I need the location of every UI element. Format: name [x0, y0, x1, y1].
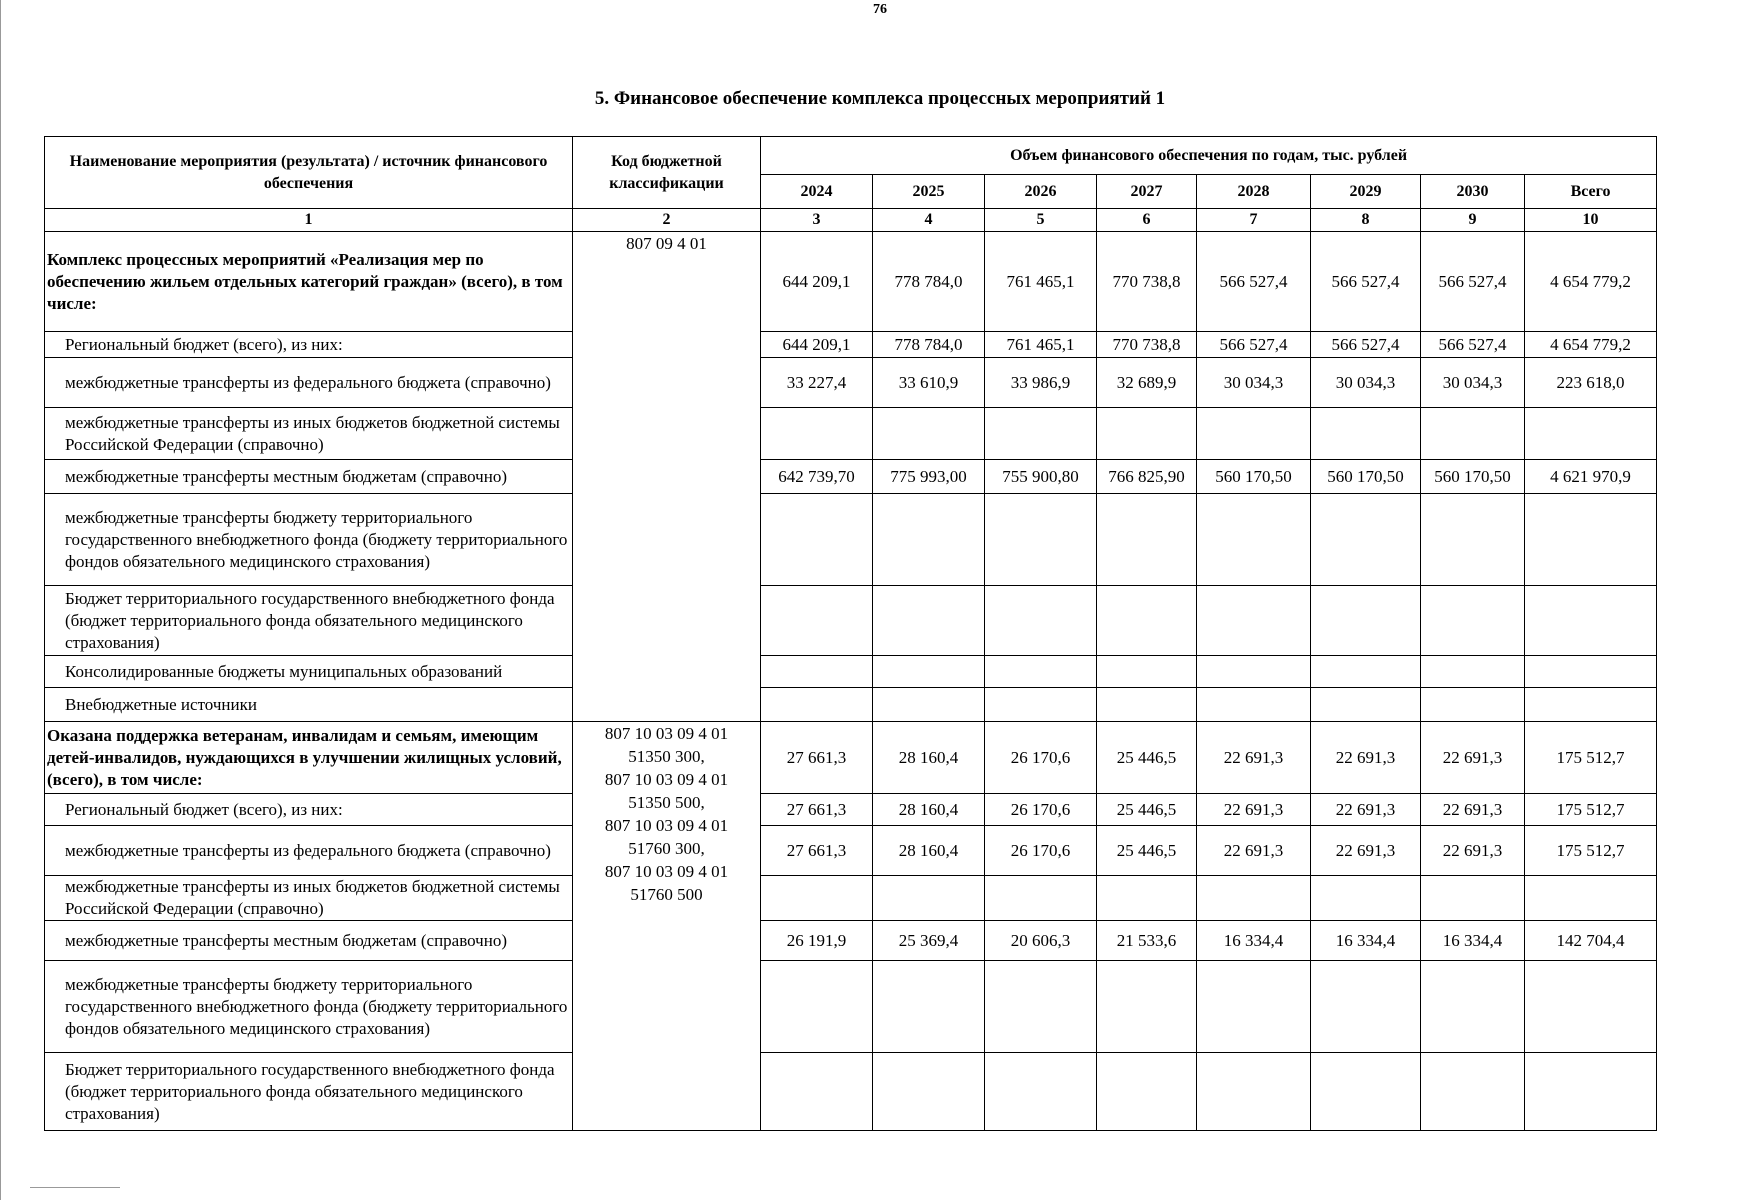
year-value-cell [1311, 1053, 1421, 1131]
scan-artifact [0, 0, 1, 1200]
total-value-cell [1525, 961, 1657, 1053]
year-value-cell [1311, 586, 1421, 656]
year-value-cell: 33 227,4 [761, 358, 873, 408]
table-row [45, 722, 1657, 794]
year-value-cell: 16 334,4 [1311, 921, 1421, 961]
year-value-cell: 21 533,6 [1097, 921, 1197, 961]
year-value-cell [761, 688, 873, 722]
funding-source-cell: межбюджетные трансферты из федерального бюджета (справочно) [45, 358, 573, 408]
event-name-cell: Комплекс процессных мероприятий «Реализация мер по обеспечению жильем отдельных категорий граждан» (всего), в том числе: [45, 232, 573, 332]
year-value-cell: 644 209,1 [761, 232, 873, 332]
scan-artifact [30, 1187, 120, 1188]
budget-code-cell [573, 232, 761, 722]
year-value-cell: 25 446,5 [1097, 826, 1197, 876]
year-value-cell: 644 209,1 [761, 332, 873, 358]
budget-code-line: 807 10 03 09 4 01 [604, 770, 729, 789]
column-number: 4 [873, 209, 985, 232]
year-value-cell [873, 408, 985, 460]
total-value-cell: 175 512,7 [1525, 722, 1657, 794]
year-value-cell [1097, 586, 1197, 656]
header-year: 2025 [873, 175, 985, 209]
year-value-cell: 26 170,6 [985, 826, 1097, 876]
year-value-cell [985, 961, 1097, 1053]
financing-table [44, 136, 1657, 1131]
header-total: Всего [1525, 175, 1657, 209]
year-value-cell [1421, 688, 1525, 722]
table-row [45, 460, 1657, 494]
year-value-cell [1197, 656, 1311, 688]
year-value-cell: 32 689,9 [1097, 358, 1197, 408]
year-value-cell: 26 191,9 [761, 921, 873, 961]
year-value-cell: 30 034,3 [1421, 358, 1525, 408]
table-row [45, 232, 1657, 332]
year-value-cell [1311, 656, 1421, 688]
year-value-cell [1197, 688, 1311, 722]
year-value-cell: 27 661,3 [761, 826, 873, 876]
year-value-cell [985, 586, 1097, 656]
total-value-cell: 223 618,0 [1525, 358, 1657, 408]
year-value-cell: 642 739,70 [761, 460, 873, 494]
year-value-cell [1197, 494, 1311, 586]
budget-code-line: 807 10 03 09 4 01 [604, 862, 729, 881]
year-value-cell [1421, 586, 1525, 656]
year-value-cell [985, 876, 1097, 921]
table-row [45, 876, 1657, 921]
budget-code-cell [573, 722, 761, 1131]
year-value-cell: 22 691,3 [1311, 826, 1421, 876]
total-value-cell [1525, 586, 1657, 656]
table-row [45, 826, 1657, 876]
table-row [45, 921, 1657, 961]
year-value-cell [761, 1053, 873, 1131]
total-value-cell [1525, 688, 1657, 722]
year-value-cell: 28 160,4 [873, 826, 985, 876]
year-value-cell [1311, 961, 1421, 1053]
document-title: 5. Финансовое обеспечение комплекса процессных мероприятий 1 [594, 88, 1166, 109]
year-value-cell [761, 494, 873, 586]
table-row [45, 961, 1657, 1053]
year-value-cell: 20 606,3 [985, 921, 1097, 961]
funding-source-cell: Региональный бюджет (всего), из них: [45, 332, 573, 358]
column-number: 6 [1097, 209, 1197, 232]
total-value-cell: 142 704,4 [1525, 921, 1657, 961]
year-value-cell [873, 586, 985, 656]
column-number: 8 [1311, 209, 1421, 232]
year-value-cell: 26 170,6 [985, 794, 1097, 826]
year-value-cell [985, 1053, 1097, 1131]
year-value-cell [1421, 494, 1525, 586]
funding-source-cell: Внебюджетные источники [45, 688, 573, 722]
table-row [45, 1053, 1657, 1131]
year-value-cell [1311, 688, 1421, 722]
year-value-cell [761, 961, 873, 1053]
table-row [45, 794, 1657, 826]
year-value-cell [985, 656, 1097, 688]
table-row [45, 656, 1657, 688]
total-value-cell: 4 621 970,9 [1525, 460, 1657, 494]
year-value-cell: 566 527,4 [1421, 232, 1525, 332]
year-value-cell [1421, 961, 1525, 1053]
funding-source-cell: межбюджетные трансферты бюджету территориального государственного внебюджетного фонда (бюджету территориального фондов обязательного медицинского страхования) [45, 961, 573, 1053]
year-value-cell: 22 691,3 [1197, 826, 1311, 876]
header-name: Наименование мероприятия (результата) / источник финансового обеспечения [45, 137, 573, 209]
funding-source-cell: Консолидированные бюджеты муниципальных образований [45, 656, 573, 688]
column-number: 3 [761, 209, 873, 232]
year-value-cell [1197, 1053, 1311, 1131]
funding-source-cell: межбюджетные трансферты из иных бюджетов бюджетной системы Российской Федерации (справочно) [45, 876, 573, 921]
total-value-cell [1525, 656, 1657, 688]
header-year: 2030 [1421, 175, 1525, 209]
budget-code-line: 51760 500 [630, 885, 703, 904]
year-value-cell: 22 691,3 [1197, 722, 1311, 794]
column-number: 5 [985, 209, 1097, 232]
year-value-cell: 25 446,5 [1097, 722, 1197, 794]
year-value-cell: 22 691,3 [1311, 722, 1421, 794]
year-value-cell [1197, 408, 1311, 460]
funding-source-cell: межбюджетные трансферты местным бюджетам (справочно) [45, 921, 573, 961]
header-year: 2024 [761, 175, 873, 209]
year-value-cell [985, 408, 1097, 460]
year-value-cell: 778 784,0 [873, 332, 985, 358]
year-value-cell: 16 334,4 [1421, 921, 1525, 961]
year-value-cell [985, 494, 1097, 586]
funding-source-cell: межбюджетные трансферты местным бюджетам (справочно) [45, 460, 573, 494]
year-value-cell [873, 1053, 985, 1131]
year-value-cell: 28 160,4 [873, 722, 985, 794]
year-value-cell [1197, 876, 1311, 921]
year-value-cell [1421, 876, 1525, 921]
page-number: 76 [873, 2, 887, 17]
column-number: 9 [1421, 209, 1525, 232]
year-value-cell [1097, 876, 1197, 921]
year-value-cell: 27 661,3 [761, 794, 873, 826]
total-value-cell [1525, 1053, 1657, 1131]
year-value-cell: 16 334,4 [1197, 921, 1311, 961]
year-value-cell [1097, 494, 1197, 586]
table-row [45, 332, 1657, 358]
year-value-cell [761, 408, 873, 460]
year-value-cell: 22 691,3 [1421, 826, 1525, 876]
year-value-cell [873, 688, 985, 722]
budget-code-line: 807 10 03 09 4 01 [604, 724, 729, 743]
year-value-cell [873, 494, 985, 586]
column-numbers-row [45, 209, 1657, 232]
funding-source-cell: Бюджет территориального государственного внебюджетного фонда (бюджет территориального фонда обязательного медицинского страхования) [45, 1053, 573, 1131]
year-value-cell: 566 527,4 [1197, 232, 1311, 332]
year-value-cell [873, 656, 985, 688]
year-value-cell: 28 160,4 [873, 794, 985, 826]
year-value-cell: 566 527,4 [1311, 332, 1421, 358]
year-value-cell [1421, 656, 1525, 688]
budget-code-line: 51350 500, [628, 793, 705, 812]
year-value-cell: 22 691,3 [1421, 794, 1525, 826]
year-value-cell: 27 661,3 [761, 722, 873, 794]
header-volume: Объем финансового обеспечения по годам, тыс. рублей [761, 137, 1657, 175]
funding-source-cell: межбюджетные трансферты бюджету территориального государственного внебюджетного фонда (бюджету территориального фондов обязательного медицинского страхования) [45, 494, 573, 586]
year-value-cell: 566 527,4 [1197, 332, 1311, 358]
year-value-cell: 560 170,50 [1421, 460, 1525, 494]
year-value-cell: 770 738,8 [1097, 332, 1197, 358]
funding-source-cell: межбюджетные трансферты из федерального бюджета (справочно) [45, 826, 573, 876]
total-value-cell: 175 512,7 [1525, 794, 1657, 826]
year-value-cell: 22 691,3 [1421, 722, 1525, 794]
year-value-cell [985, 688, 1097, 722]
budget-code-line: 51760 300, [628, 839, 705, 858]
year-value-cell [873, 961, 985, 1053]
column-number: 7 [1197, 209, 1311, 232]
year-value-cell: 766 825,90 [1097, 460, 1197, 494]
year-value-cell [1311, 494, 1421, 586]
year-value-cell: 25 369,4 [873, 921, 985, 961]
total-value-cell [1525, 494, 1657, 586]
year-value-cell: 775 993,00 [873, 460, 985, 494]
budget-code: 807 09 4 01 [626, 234, 707, 253]
year-value-cell: 560 170,50 [1197, 460, 1311, 494]
funding-source-cell: Бюджет территориального государственного внебюджетного фонда (бюджет территориального фонда обязательного медицинского страхования) [45, 586, 573, 656]
year-value-cell [761, 586, 873, 656]
year-value-cell [761, 876, 873, 921]
year-value-cell: 33 610,9 [873, 358, 985, 408]
column-number: 1 [45, 209, 573, 232]
year-value-cell [1311, 876, 1421, 921]
year-value-cell: 770 738,8 [1097, 232, 1197, 332]
table-row [45, 586, 1657, 656]
header-year: 2027 [1097, 175, 1197, 209]
header-year: 2026 [985, 175, 1097, 209]
year-value-cell: 778 784,0 [873, 232, 985, 332]
table-row [45, 494, 1657, 586]
header-code: Код бюджетной классификации [573, 137, 761, 209]
total-value-cell [1525, 876, 1657, 921]
year-value-cell [873, 876, 985, 921]
total-value-cell: 175 512,7 [1525, 826, 1657, 876]
table-body [45, 232, 1657, 1131]
year-value-cell: 22 691,3 [1311, 794, 1421, 826]
total-value-cell: 4 654 779,2 [1525, 332, 1657, 358]
year-value-cell [1421, 1053, 1525, 1131]
total-value-cell [1525, 408, 1657, 460]
year-value-cell [1097, 961, 1197, 1053]
year-value-cell: 30 034,3 [1197, 358, 1311, 408]
header-year: 2029 [1311, 175, 1421, 209]
table-row [45, 408, 1657, 460]
header-year: 2028 [1197, 175, 1311, 209]
year-value-cell: 566 527,4 [1311, 232, 1421, 332]
year-value-cell [1097, 1053, 1197, 1131]
year-value-cell: 25 446,5 [1097, 794, 1197, 826]
year-value-cell [1311, 408, 1421, 460]
column-number: 10 [1525, 209, 1657, 232]
year-value-cell: 755 900,80 [985, 460, 1097, 494]
year-value-cell: 30 034,3 [1311, 358, 1421, 408]
year-value-cell [1421, 408, 1525, 460]
table-row [45, 358, 1657, 408]
year-value-cell: 33 986,9 [985, 358, 1097, 408]
event-name-cell: Оказана поддержка ветеранам, инвалидам и семьям, имеющим детей-инвалидов, нуждающихся в улучшении жилищных условий, (всего), в том числе: [45, 722, 573, 794]
year-value-cell [1097, 656, 1197, 688]
year-value-cell: 560 170,50 [1311, 460, 1421, 494]
year-value-cell [1097, 688, 1197, 722]
year-value-cell: 761 465,1 [985, 332, 1097, 358]
year-value-cell: 566 527,4 [1421, 332, 1525, 358]
year-value-cell: 761 465,1 [985, 232, 1097, 332]
column-number: 2 [573, 209, 761, 232]
table-row [45, 688, 1657, 722]
budget-code-line: 807 10 03 09 4 01 [604, 816, 729, 835]
year-value-cell: 22 691,3 [1197, 794, 1311, 826]
total-value-cell: 4 654 779,2 [1525, 232, 1657, 332]
funding-source-cell: Региональный бюджет (всего), из них: [45, 794, 573, 826]
year-value-cell [761, 656, 873, 688]
budget-code-line: 51350 300, [628, 747, 705, 766]
year-value-cell: 26 170,6 [985, 722, 1097, 794]
year-value-cell [1197, 586, 1311, 656]
year-value-cell [1097, 408, 1197, 460]
funding-source-cell: межбюджетные трансферты из иных бюджетов бюджетной системы Российской Федерации (справочно) [45, 408, 573, 460]
year-value-cell [1197, 961, 1311, 1053]
